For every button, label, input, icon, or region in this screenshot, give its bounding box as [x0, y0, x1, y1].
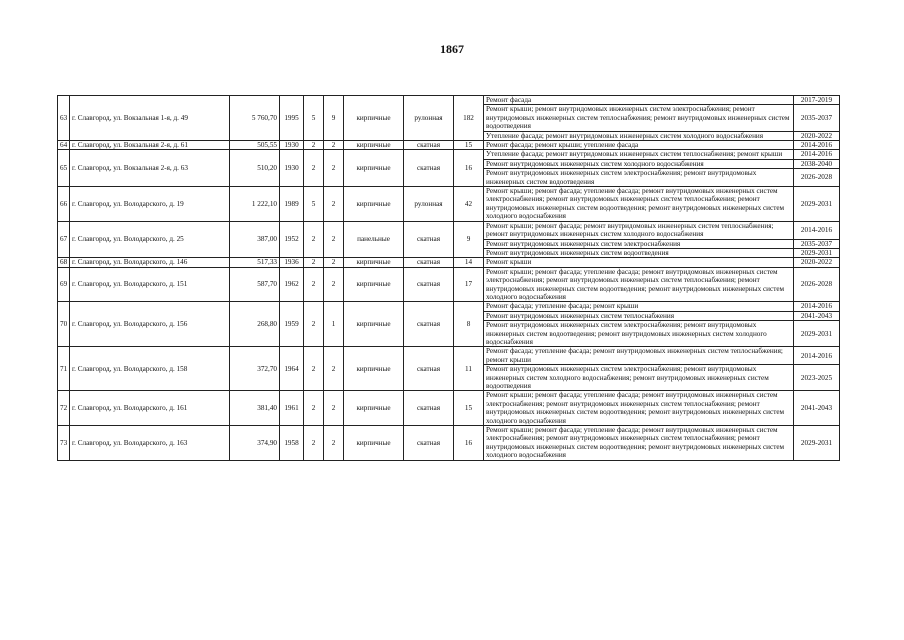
work-description-cell: Ремонт фасада; утепление фасада; ремонт внутридомовых инженерных систем теплоснабжения; ремонт крыши: [484, 347, 794, 365]
period-cell: 2014-2016: [794, 221, 840, 239]
period-cell: 2020-2022: [794, 131, 840, 140]
address-cell: г. Славгород, ул. Володарского, д. 151: [70, 267, 230, 302]
work-description-cell: Ремонт крыши: [484, 258, 794, 267]
area-cell: 510,20: [230, 150, 280, 187]
table-row: [58, 391, 840, 426]
residents-cell: 15: [454, 141, 484, 150]
roof-cell: рулонная: [404, 187, 454, 222]
area-cell: 372,70: [230, 347, 280, 391]
period-cell: 2026-2028: [794, 169, 840, 187]
walls-cell: панельные: [344, 221, 404, 258]
entrances-cell: 2: [324, 141, 344, 150]
roof-cell: скатная: [404, 258, 454, 267]
address-cell: г. Славгород, ул. Вокзальная 1-я, д. 49: [70, 96, 230, 141]
row-number: 72: [58, 391, 70, 426]
area-cell: 381,40: [230, 391, 280, 426]
table-row: [58, 221, 840, 239]
work-description-cell: Ремонт внутридомовых инженерных систем электроснабжения; ремонт внутридомовых инженерных систем водоотведения: [484, 169, 794, 187]
work-description-cell: Ремонт крыши; ремонт фасада; утепление фасада; ремонт внутридомовых инженерных систем электроснабжения; ремонт внутридомовых инженерных систем теплоснабжения; ремонт внутридомовых инженерных систем водоотведения; ремонт внутридомовых инженерных систем холодного водоснабжения: [484, 267, 794, 302]
work-description-cell: Ремонт крыши; ремонт внутридомовых инженерных систем электроснабжения; ремонт внутридомовых инженерных систем теплоснабжения; ремонт внутридомовых инженерных систем водоотведения: [484, 105, 794, 131]
row-number: 71: [58, 347, 70, 391]
year-cell: 1962: [280, 267, 304, 302]
year-cell: 1952: [280, 221, 304, 258]
year-cell: 1964: [280, 347, 304, 391]
work-description-cell: Ремонт фасада: [484, 96, 794, 105]
address-cell: г. Славгород, ул. Володарского, д. 19: [70, 187, 230, 222]
walls-cell: кирпичные: [344, 426, 404, 461]
period-cell: 2041-2043: [794, 311, 840, 320]
year-cell: 1958: [280, 426, 304, 461]
residents-cell: 9: [454, 221, 484, 258]
roof-cell: скатная: [404, 221, 454, 258]
address-cell: г. Славгород, ул. Володарского, д. 163: [70, 426, 230, 461]
walls-cell: кирпичные: [344, 150, 404, 187]
work-description-cell: Ремонт внутридомовых инженерных систем электроснабжения; ремонт внутридомовых инженерных систем холодного водоснабжения; ремонт внутридомовых инженерных систем водоотведения: [484, 365, 794, 391]
residents-cell: 11: [454, 347, 484, 391]
area-cell: 517,33: [230, 258, 280, 267]
floors-cell: 2: [304, 267, 324, 302]
residents-cell: 16: [454, 150, 484, 187]
entrances-cell: 2: [324, 347, 344, 391]
period-cell: 2029-2031: [794, 187, 840, 222]
work-description-cell: Ремонт внутридомовых инженерных систем теплоснабжения: [484, 311, 794, 320]
entrances-cell: 2: [324, 258, 344, 267]
floors-cell: 2: [304, 221, 324, 258]
roof-cell: скатная: [404, 426, 454, 461]
year-cell: 1930: [280, 150, 304, 187]
residents-cell: 16: [454, 426, 484, 461]
floors-cell: 5: [304, 187, 324, 222]
floors-cell: 2: [304, 302, 324, 347]
roof-cell: скатная: [404, 267, 454, 302]
page-number: 1867: [440, 42, 464, 56]
floors-cell: 2: [304, 258, 324, 267]
period-cell: 2041-2043: [794, 391, 840, 426]
year-cell: 1959: [280, 302, 304, 347]
table-body: [58, 96, 840, 461]
work-description-cell: Ремонт фасада; ремонт крыши; утепление фасада: [484, 141, 794, 150]
work-description-cell: Утепление фасада; ремонт внутридомовых инженерных систем теплоснабжения; ремонт крыши: [484, 150, 794, 159]
roof-cell: скатная: [404, 391, 454, 426]
period-cell: 2023-2025: [794, 365, 840, 391]
period-cell: 2035-2037: [794, 239, 840, 248]
roof-cell: скатная: [404, 141, 454, 150]
address-cell: г. Славгород, ул. Володарского, д. 156: [70, 302, 230, 347]
row-number: 66: [58, 187, 70, 222]
roof-cell: скатная: [404, 302, 454, 347]
period-cell: 2029-2031: [794, 426, 840, 461]
row-number: 67: [58, 221, 70, 258]
row-number: 70: [58, 302, 70, 347]
walls-cell: кирпичные: [344, 96, 404, 141]
walls-cell: кирпичные: [344, 391, 404, 426]
period-cell: 2017-2019: [794, 96, 840, 105]
table-row: [58, 258, 840, 267]
table-row: [58, 267, 840, 302]
work-description-cell: Ремонт крыши; ремонт фасада; ремонт внутридомовых инженерных систем теплоснабжения; ремонт внутридомовых инженерных систем холодного водоснабжения: [484, 221, 794, 239]
table-row: [58, 141, 840, 150]
residents-cell: 8: [454, 302, 484, 347]
area-cell: 587,70: [230, 267, 280, 302]
walls-cell: кирпичные: [344, 141, 404, 150]
work-description-cell: Ремонт внутридомовых инженерных систем электроснабжения; ремонт внутридомовых инженерных систем водоотведения; ремонт внутридомовых инженерных систем холодного водоснабжения: [484, 321, 794, 347]
residents-cell: 15: [454, 391, 484, 426]
entrances-cell: 2: [324, 221, 344, 258]
entrances-cell: 2: [324, 426, 344, 461]
period-cell: 2038-2040: [794, 159, 840, 168]
work-description-cell: Ремонт крыши; ремонт фасада; утепление фасада; ремонт внутридомовых инженерных систем электроснабжения; ремонт внутридомовых инженерных систем теплоснабжения; ремонт внутридомовых инженерных систем водоотведения; ремонт внутридомовых инженерных систем холодного водоснабжения: [484, 426, 794, 461]
entrances-cell: 2: [324, 187, 344, 222]
work-description-cell: Ремонт крыши; ремонт фасада; утепление фасада; ремонт внутридомовых инженерных систем электроснабжения; ремонт внутридомовых инженерных систем теплоснабжения; ремонт внутридомовых инженерных систем водоотведения; ремонт внутридомовых инженерных систем холодного водоснабжения: [484, 187, 794, 222]
floors-cell: 2: [304, 141, 324, 150]
table-row: [58, 187, 840, 222]
row-number: 64: [58, 141, 70, 150]
area-cell: 387,00: [230, 221, 280, 258]
table-row: [58, 302, 840, 311]
period-cell: 2014-2016: [794, 347, 840, 365]
floors-cell: 5: [304, 96, 324, 141]
roof-cell: скатная: [404, 150, 454, 187]
residents-cell: 17: [454, 267, 484, 302]
work-description-cell: Ремонт внутридомовых инженерных систем электроснабжения: [484, 239, 794, 248]
period-cell: 2029-2031: [794, 248, 840, 257]
row-number: 69: [58, 267, 70, 302]
address-cell: г. Славгород, ул. Володарского, д. 158: [70, 347, 230, 391]
address-cell: г. Славгород, ул. Вокзальная 2-я, д. 61: [70, 141, 230, 150]
year-cell: 1995: [280, 96, 304, 141]
period-cell: 2029-2031: [794, 321, 840, 347]
table-row: [58, 150, 840, 159]
row-number: 73: [58, 426, 70, 461]
period-cell: 2020-2022: [794, 258, 840, 267]
floors-cell: 2: [304, 347, 324, 391]
address-cell: г. Славгород, ул. Вокзальная 2-я, д. 63: [70, 150, 230, 187]
entrances-cell: 2: [324, 391, 344, 426]
table-row: [58, 426, 840, 461]
period-cell: 2014-2016: [794, 141, 840, 150]
address-cell: г. Славгород, ул. Володарского, д. 25: [70, 221, 230, 258]
period-cell: 2014-2016: [794, 150, 840, 159]
entrances-cell: 2: [324, 267, 344, 302]
area-cell: 374,90: [230, 426, 280, 461]
walls-cell: кирпичные: [344, 258, 404, 267]
row-number: 65: [58, 150, 70, 187]
row-number: 63: [58, 96, 70, 141]
residents-cell: 42: [454, 187, 484, 222]
work-description-cell: Ремонт внутридомовых инженерных систем водоотведения: [484, 248, 794, 257]
residents-cell: 182: [454, 96, 484, 141]
housing-repair-table: [57, 95, 840, 461]
row-number: 68: [58, 258, 70, 267]
entrances-cell: 9: [324, 96, 344, 141]
year-cell: 1961: [280, 391, 304, 426]
year-cell: 1936: [280, 258, 304, 267]
period-cell: 2026-2028: [794, 267, 840, 302]
work-description-cell: Ремонт фасада; утепление фасада; ремонт крыши: [484, 302, 794, 311]
floors-cell: 2: [304, 391, 324, 426]
table-row: [58, 96, 840, 105]
floors-cell: 2: [304, 150, 324, 187]
address-cell: г. Славгород, ул. Володарского, д. 161: [70, 391, 230, 426]
table-row: [58, 347, 840, 365]
year-cell: 1930: [280, 141, 304, 150]
floors-cell: 2: [304, 426, 324, 461]
entrances-cell: 1: [324, 302, 344, 347]
entrances-cell: 2: [324, 150, 344, 187]
walls-cell: кирпичные: [344, 267, 404, 302]
area-cell: 268,80: [230, 302, 280, 347]
area-cell: 5 760,70: [230, 96, 280, 141]
work-description-cell: Ремонт крыши; ремонт фасада; утепление фасада; ремонт внутридомовых инженерных систем электроснабжения; ремонт внутридомовых инженерных систем теплоснабжения; ремонт внутридомовых инженерных систем водоотведения; ремонт внутридомовых инженерных систем холодного водоснабжения: [484, 391, 794, 426]
walls-cell: кирпичные: [344, 187, 404, 222]
period-cell: 2035-2037: [794, 105, 840, 131]
area-cell: 1 222,10: [230, 187, 280, 222]
roof-cell: скатная: [404, 347, 454, 391]
walls-cell: кирпичные: [344, 302, 404, 347]
walls-cell: кирпичные: [344, 347, 404, 391]
roof-cell: рулонная: [404, 96, 454, 141]
work-description-cell: Утепление фасада; ремонт внутридомовых инженерных систем холодного водоснабжения: [484, 131, 794, 140]
residents-cell: 14: [454, 258, 484, 267]
area-cell: 505,55: [230, 141, 280, 150]
period-cell: 2014-2016: [794, 302, 840, 311]
year-cell: 1989: [280, 187, 304, 222]
address-cell: г. Славгород, ул. Володарского, д. 146: [70, 258, 230, 267]
work-description-cell: Ремонт внутридомовых инженерных систем холодного водоснабжения: [484, 159, 794, 168]
